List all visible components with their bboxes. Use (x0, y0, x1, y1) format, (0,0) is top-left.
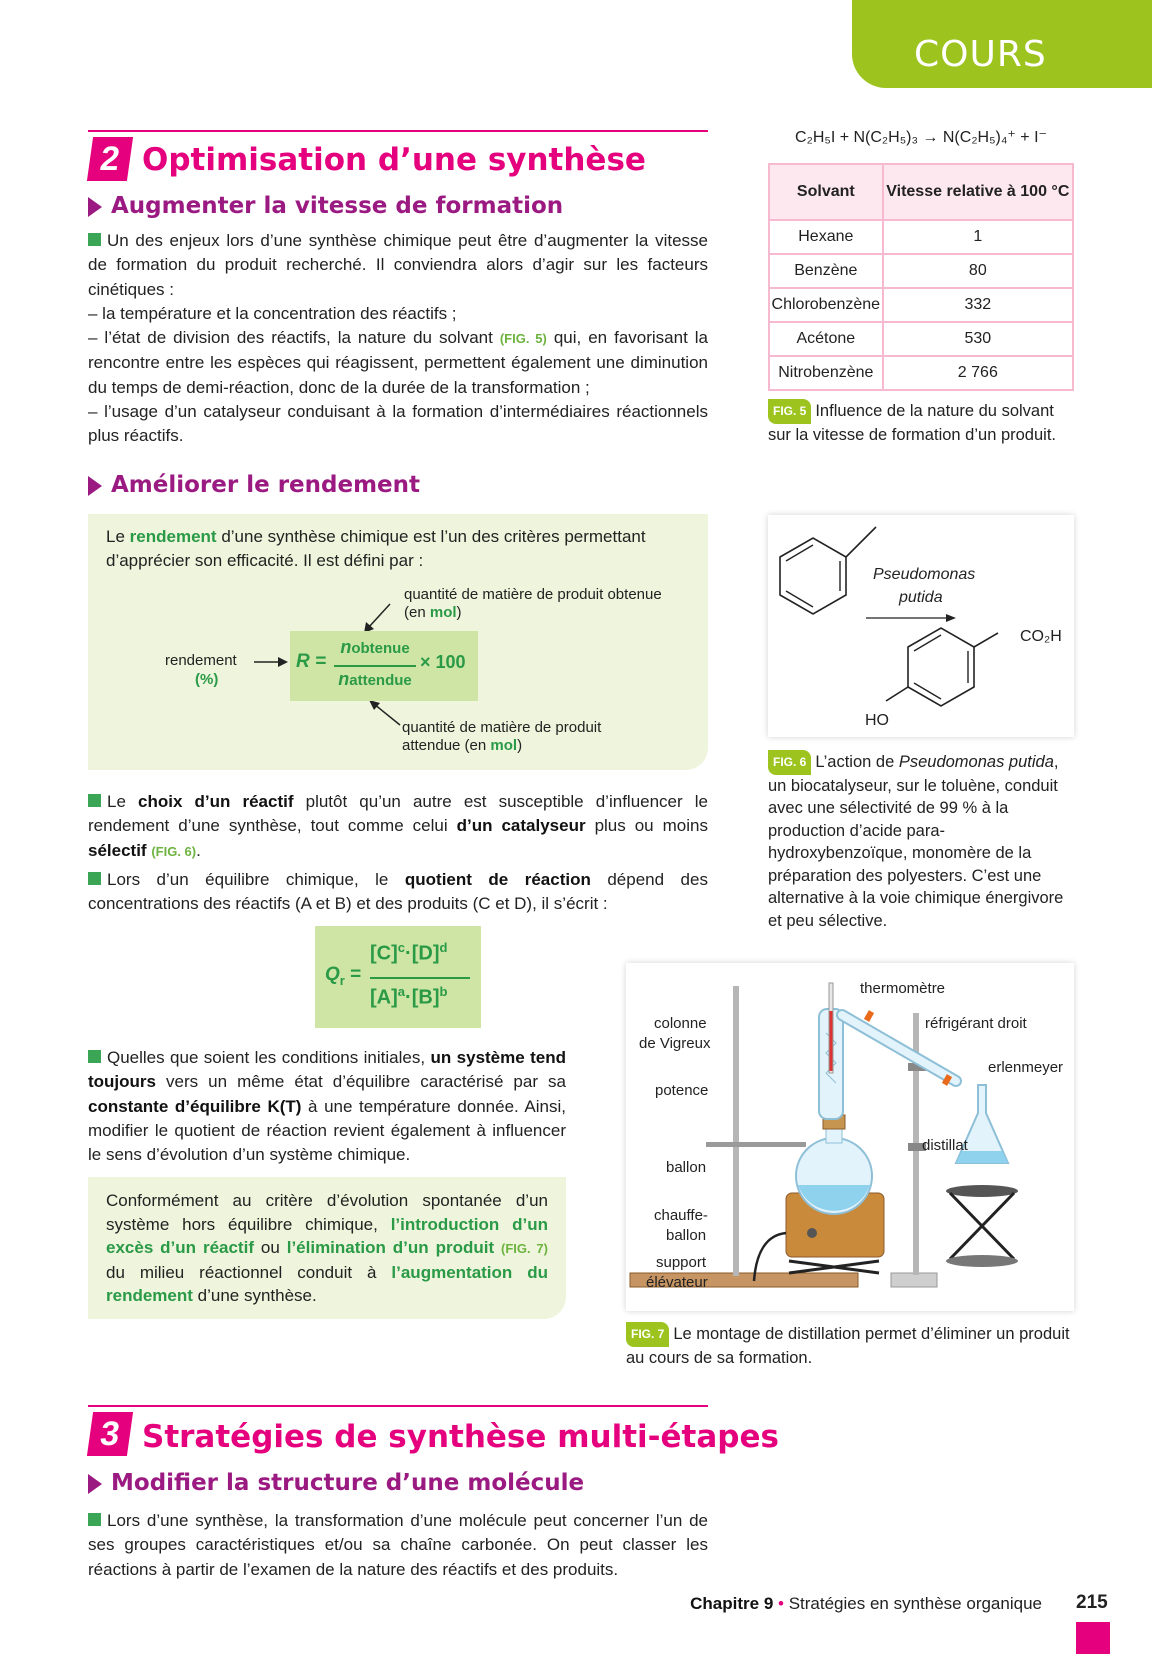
label-rendement: rendement (165, 652, 237, 669)
co2h-label: CO₂H (1020, 628, 1062, 645)
section-3-title: Stratégies de synthèse multi-étapes (142, 1419, 779, 1455)
fig7-ref[interactable]: (FIG. 7) (501, 1241, 548, 1256)
bullet-square-icon (88, 872, 101, 885)
bullet-square-icon (88, 1050, 101, 1063)
section-2-title: Optimisation d’une synthèse (142, 142, 646, 178)
organism-name-1: Pseudomonas (873, 566, 976, 583)
section-3-number: 3 (87, 1412, 133, 1456)
qr-denominator: $[A]^a\cdot[B]^b$ (370, 984, 448, 1009)
table-header: Solvant (769, 164, 883, 220)
page-number: 215 (1076, 1592, 1108, 1613)
table-row: Chlorobenzène 332 (769, 288, 1073, 322)
subsection-rendement-title: Améliorer le rendement (111, 472, 421, 498)
section-3-rule (88, 1405, 708, 1407)
label-percent: (%) (195, 671, 219, 688)
section-2-number: 2 (87, 137, 133, 181)
evolution-text: Conformément au critère d’évolution spontanée d’un système hors équilibre chimique, l’introduction d’un excès d’un réactif ou l’élimination d’un produit (FIG. 7) du milieu réactionnel conduit à l’augmentation du rendement d’une synthèse. (106, 1191, 548, 1305)
label-ballon: ballon (666, 1159, 707, 1176)
toluene-reaction-diagram (768, 515, 1074, 737)
equilibre-paragraph: Quelles que soient les conditions initiales, un système tend toujours vers un même état d’équilibre caractérisé par sa constante d’équilibre K(T) à une température donnée. Ainsi, modifier le quotient de réaction revient également à influencer le sens d’évolution d’un système chimique. (88, 1048, 566, 1165)
subsection-structure-title: Modifier la structure d’une molécule (111, 1470, 585, 1496)
fig6-figure (768, 515, 1074, 737)
reaction-equation: C₂H₅I + N(C₂H₅)₃ → N(C₂H₅)₄⁺ + I⁻ (795, 129, 1047, 146)
label-refrigerant: réfrigérant droit (925, 1015, 1027, 1032)
label-support: support (656, 1254, 707, 1271)
bullet-square-icon (88, 1513, 101, 1526)
subsection-arrow-icon (88, 476, 102, 496)
fig7-label: FIG. 7 (626, 1322, 669, 1347)
formula-r: R = (296, 651, 327, 672)
quotient-paragraph: Lors d’un équilibre chimique, le quotient de réaction dépend des concentrations des réactifs (A et B) et des produits (C et D), il s’écrit : (88, 870, 708, 914)
fig5-caption: FIG. 5 Influence de la nature du solvant sur la vitesse de formation d’un produit. (768, 399, 1078, 446)
cours-label: COURS (914, 34, 1047, 75)
fig5-ref[interactable]: (FIG. 5) (499, 331, 547, 347)
label-elevateur: élévateur (646, 1274, 708, 1291)
qr-numerator: $[C]^c\cdot[D]^d$ (370, 940, 448, 965)
cours-tab (852, 0, 1152, 88)
fig6-ref[interactable]: (FIG. 6) (151, 843, 197, 859)
fig7-caption: FIG. 7 Le montage de distillation permet d’éliminer un produit au cours de sa formation. (626, 1322, 1074, 1369)
table-row: Nitrobenzène 2 766 (769, 356, 1073, 390)
label-thermometre: thermomètre (860, 980, 946, 997)
table-row: Acétone 530 (769, 322, 1073, 356)
organism-name-2: putida (899, 589, 943, 606)
table-header-row (769, 164, 1073, 220)
bullet-square-icon (88, 233, 101, 246)
solvent-table (768, 163, 1074, 391)
label-obtenue: quantité de matière de produit obtenue (en mol) (404, 586, 662, 621)
qr-fraction-bar (370, 977, 470, 979)
label-chauffe-ballon: ballon (666, 1227, 707, 1244)
formula-denominator: nattendue (338, 669, 412, 689)
table-header: Vitesse relative à 100 °C (883, 164, 1073, 220)
footer-chapter: Chapitre 9 • Stratégies en synthèse organique (690, 1594, 1042, 1613)
label-chauffe: chauffe- (654, 1207, 708, 1224)
page-marker (1076, 1622, 1110, 1654)
table-row: Hexane 1 (769, 220, 1073, 254)
label-potence: potence (655, 1082, 709, 1099)
fig6-label: FIG. 6 (768, 750, 811, 775)
bullet-square-icon (88, 794, 101, 807)
section-2-rule (88, 130, 708, 132)
formula-numerator: nobtenue (340, 637, 410, 657)
formula-fraction-bar (334, 665, 416, 667)
table-row: Benzène 80 (769, 254, 1073, 288)
qr-symbol: $Q_r$ = (325, 964, 362, 988)
choix-reactif-paragraph: Le choix d’un réactif plutôt qu’un autre est susceptible d’influencer le rendement d’une synthèse, tout comme celui d’un catalyseur plus ou moins sélectif (FIG. 6). (88, 792, 708, 860)
subsection-arrow-icon (88, 197, 102, 217)
ho-label: HO (865, 712, 889, 729)
fig6-caption: FIG. 6 L’action de Pseudomonas putida, un biocatalyseur, sur le toluène, conduit avec une sélectivité de 99 % à la production d’acide para-hydroxybenzoïque, monomère de la préparation des polyesters. C’est une alternative à la voie chimique énergivore et peu sélective. (768, 750, 1074, 932)
label-attendue: quantité de matière de produit attendue (en mol) (402, 719, 602, 754)
rendement-definition-text: Le rendement d’une synthèse chimique est l’un des critères permettant d’apprécier son efficacité. Il est défini par : (106, 527, 646, 570)
label-colonne: colonne (654, 1015, 707, 1032)
vitesse-paragraph: Un des enjeux lors d’une synthèse chimique peut être d’augmenter la vitesse de formation du produit recherché. Il conviendra alors d’agir sur les facteurs cinétiques : – la température et la concentration des réactifs ; – l’état de division des réactifs, la nature du solvant (FIG. 5) qui, en favorisant la rencontre entre les espèces qui réagissent, permettent également une diminution du temps de demi-réaction, donc de la durée de la transformation ; – l’usage d’un catalyseur conduisant à la formation d’intermédiaires réactionnels plus réactifs. (88, 231, 709, 446)
fig5-label: FIG. 5 (768, 399, 811, 424)
subsection-vitesse-title: Augmenter la vitesse de formation (111, 193, 564, 219)
formula-times-100: × 100 (420, 652, 466, 672)
label-vigreux: de Vigreux (639, 1035, 711, 1052)
subsection-arrow-icon (88, 1474, 102, 1494)
structure-paragraph: Lors d’une synthèse, la transformation d’une molécule peut concerner l’un de ses groupes caractéristiques et/ou sa chaîne carbonée. On peut classer les réactions à partir de l’examen de la nature des réactifs et des produits. (88, 1511, 708, 1579)
label-erlenmeyer: erlenmeyer (988, 1059, 1064, 1076)
label-distillat: distillat (922, 1137, 968, 1154)
